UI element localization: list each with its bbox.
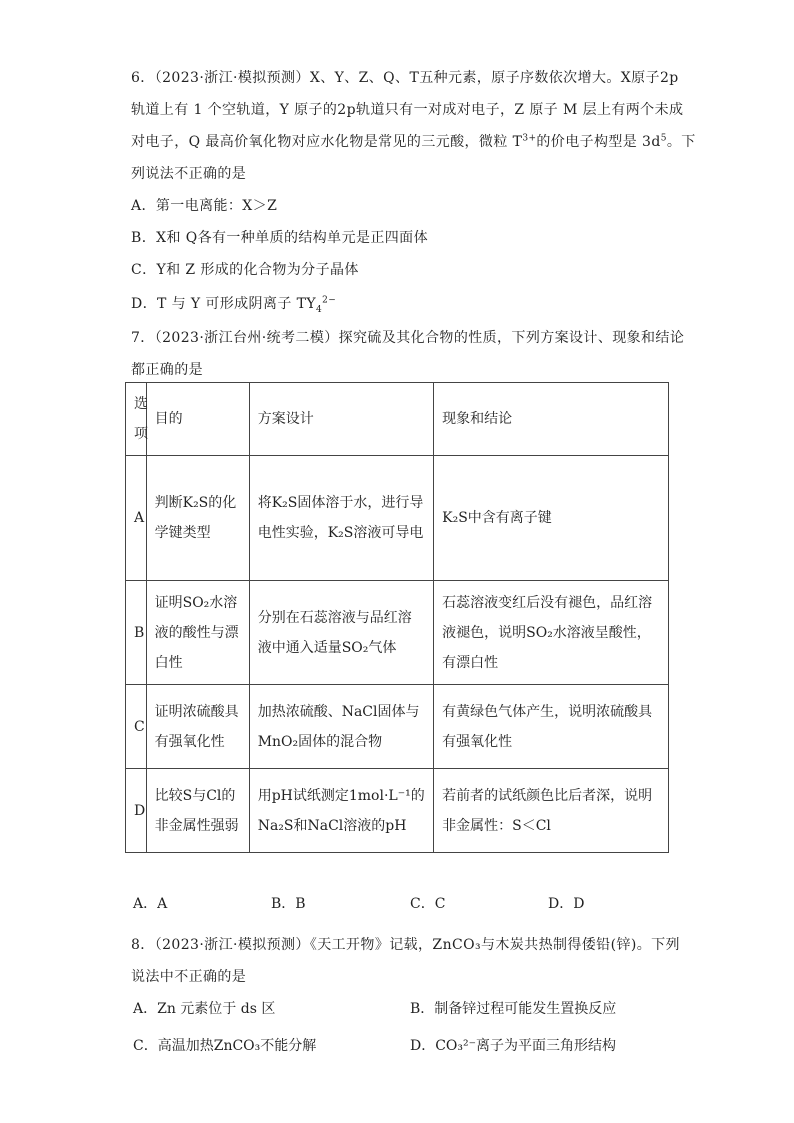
q8-option-d: D．CO₃²⁻离子为平面三角形结构	[410, 1038, 617, 1054]
row-purpose: 判断K₂S的化学键类型	[146, 456, 249, 581]
table-row	[126, 769, 669, 853]
q8-option-b: B．制备锌过程可能发生置换反应	[410, 1001, 617, 1017]
q7-answer-a: A．A	[133, 896, 168, 912]
row-design: 将K₂S固体溶于水，进行导电性实验，K₂S溶液可导电	[249, 456, 433, 581]
row-purpose: 比较S与Cl的非金属性强弱	[146, 769, 249, 853]
q6-stem-line1: 6．（2023·浙江·模拟预测）X、Y、Z、Q、T五种元素，原子序数依次增大。X原子2p	[131, 70, 679, 86]
q6-stem-line3-b: 的价电子构型是 3d	[536, 134, 661, 150]
q7-answer-c: C．C	[410, 896, 446, 912]
q6-electron-count: 5	[660, 133, 667, 144]
row-result: 若前者的试纸颜色比后者深，说明非金属性：S＜Cl	[434, 769, 669, 853]
q6-option-d-charge: 2−	[322, 295, 337, 306]
q6-option-a: A．第一电离能：X＞Z	[131, 198, 278, 214]
row-purpose: 证明SO₂水溶液的酸性与漂白性	[146, 581, 249, 685]
table-header-row	[126, 383, 669, 456]
q6-option-b: B．X和 Q各有一种单质的结构单元是正四面体	[131, 230, 428, 246]
row-purpose: 证明浓硫酸具有强氧化性	[146, 685, 249, 769]
row-option: B	[126, 581, 147, 685]
q6-option-d-subscript: 4	[316, 304, 323, 315]
row-option: C	[126, 685, 147, 769]
header-result: 现象和结论	[434, 383, 669, 456]
table-row	[126, 685, 669, 769]
q8-option-a: A．Zn 元素位于 ds 区	[133, 1001, 276, 1017]
q6-stem-line3-c: 。下	[666, 134, 696, 150]
q7-stem-line1: 7．（2023·浙江台州·统考二模）探究硫及其化合物的性质，下列方案设计、现象和结论	[131, 330, 685, 346]
table-row	[126, 581, 669, 685]
row-design: 用pH试纸测定1mol·L⁻¹的Na₂S和NaCl溶液的pH	[249, 769, 433, 853]
q7-answer-b: B．B	[271, 896, 306, 912]
q7-answer-d: D．D	[548, 896, 585, 912]
q6-option-d-text: D．T 与 Y 可形成阴离子 TY	[131, 296, 316, 312]
row-result: 有黄绿色气体产生，说明浓硫酸具有强氧化性	[434, 685, 669, 769]
q8-stem-line1: 8．（2023·浙江·模拟预测）《天工开物》记载，ZnCO₃与木炭共热制得倭铅(锌)。下列	[131, 937, 680, 953]
q6-option-d	[131, 293, 336, 315]
header-purpose: 目的	[146, 383, 249, 456]
q8-option-c: C．高温加热ZnCO₃不能分解	[133, 1038, 317, 1054]
q6-ion-charge: 3+	[522, 133, 537, 144]
table-row	[126, 456, 669, 581]
row-result: K₂S中含有离子键	[434, 456, 669, 581]
q8-stem-line2: 说法中不正确的是	[131, 969, 247, 985]
header-design: 方案设计	[249, 383, 433, 456]
header-option: 选项	[126, 383, 147, 456]
q7-stem-line2: 都正确的是	[131, 362, 203, 378]
row-result: 石蕊溶液变红后没有褪色，品红溶液褪色，说明SO₂水溶液呈酸性，有漂白性	[434, 581, 669, 685]
row-design: 分别在石蕊溶液与品红溶液中通入适量SO₂气体	[249, 581, 433, 685]
q6-stem-line3-a: 对电子，Q 最高价氧化物对应水化物是常见的三元酸，微粒 T	[131, 134, 523, 150]
row-option: D	[126, 769, 147, 853]
q7-experiment-table	[125, 382, 669, 853]
row-design: 加热浓硫酸、NaCl固体与MnO₂固体的混合物	[249, 685, 433, 769]
q6-stem-line3	[131, 131, 696, 151]
q6-option-c: C．Y和 Z 形成的化合物为分子晶体	[131, 262, 359, 278]
q6-stem-line2: 轨道上有 1 个空轨道，Y 原子的2p轨道只有一对成对电子，Z 原子 M 层上有两个未成	[131, 102, 684, 118]
row-option: A	[126, 456, 147, 581]
q6-stem-line4: 列说法不正确的是	[131, 166, 247, 182]
